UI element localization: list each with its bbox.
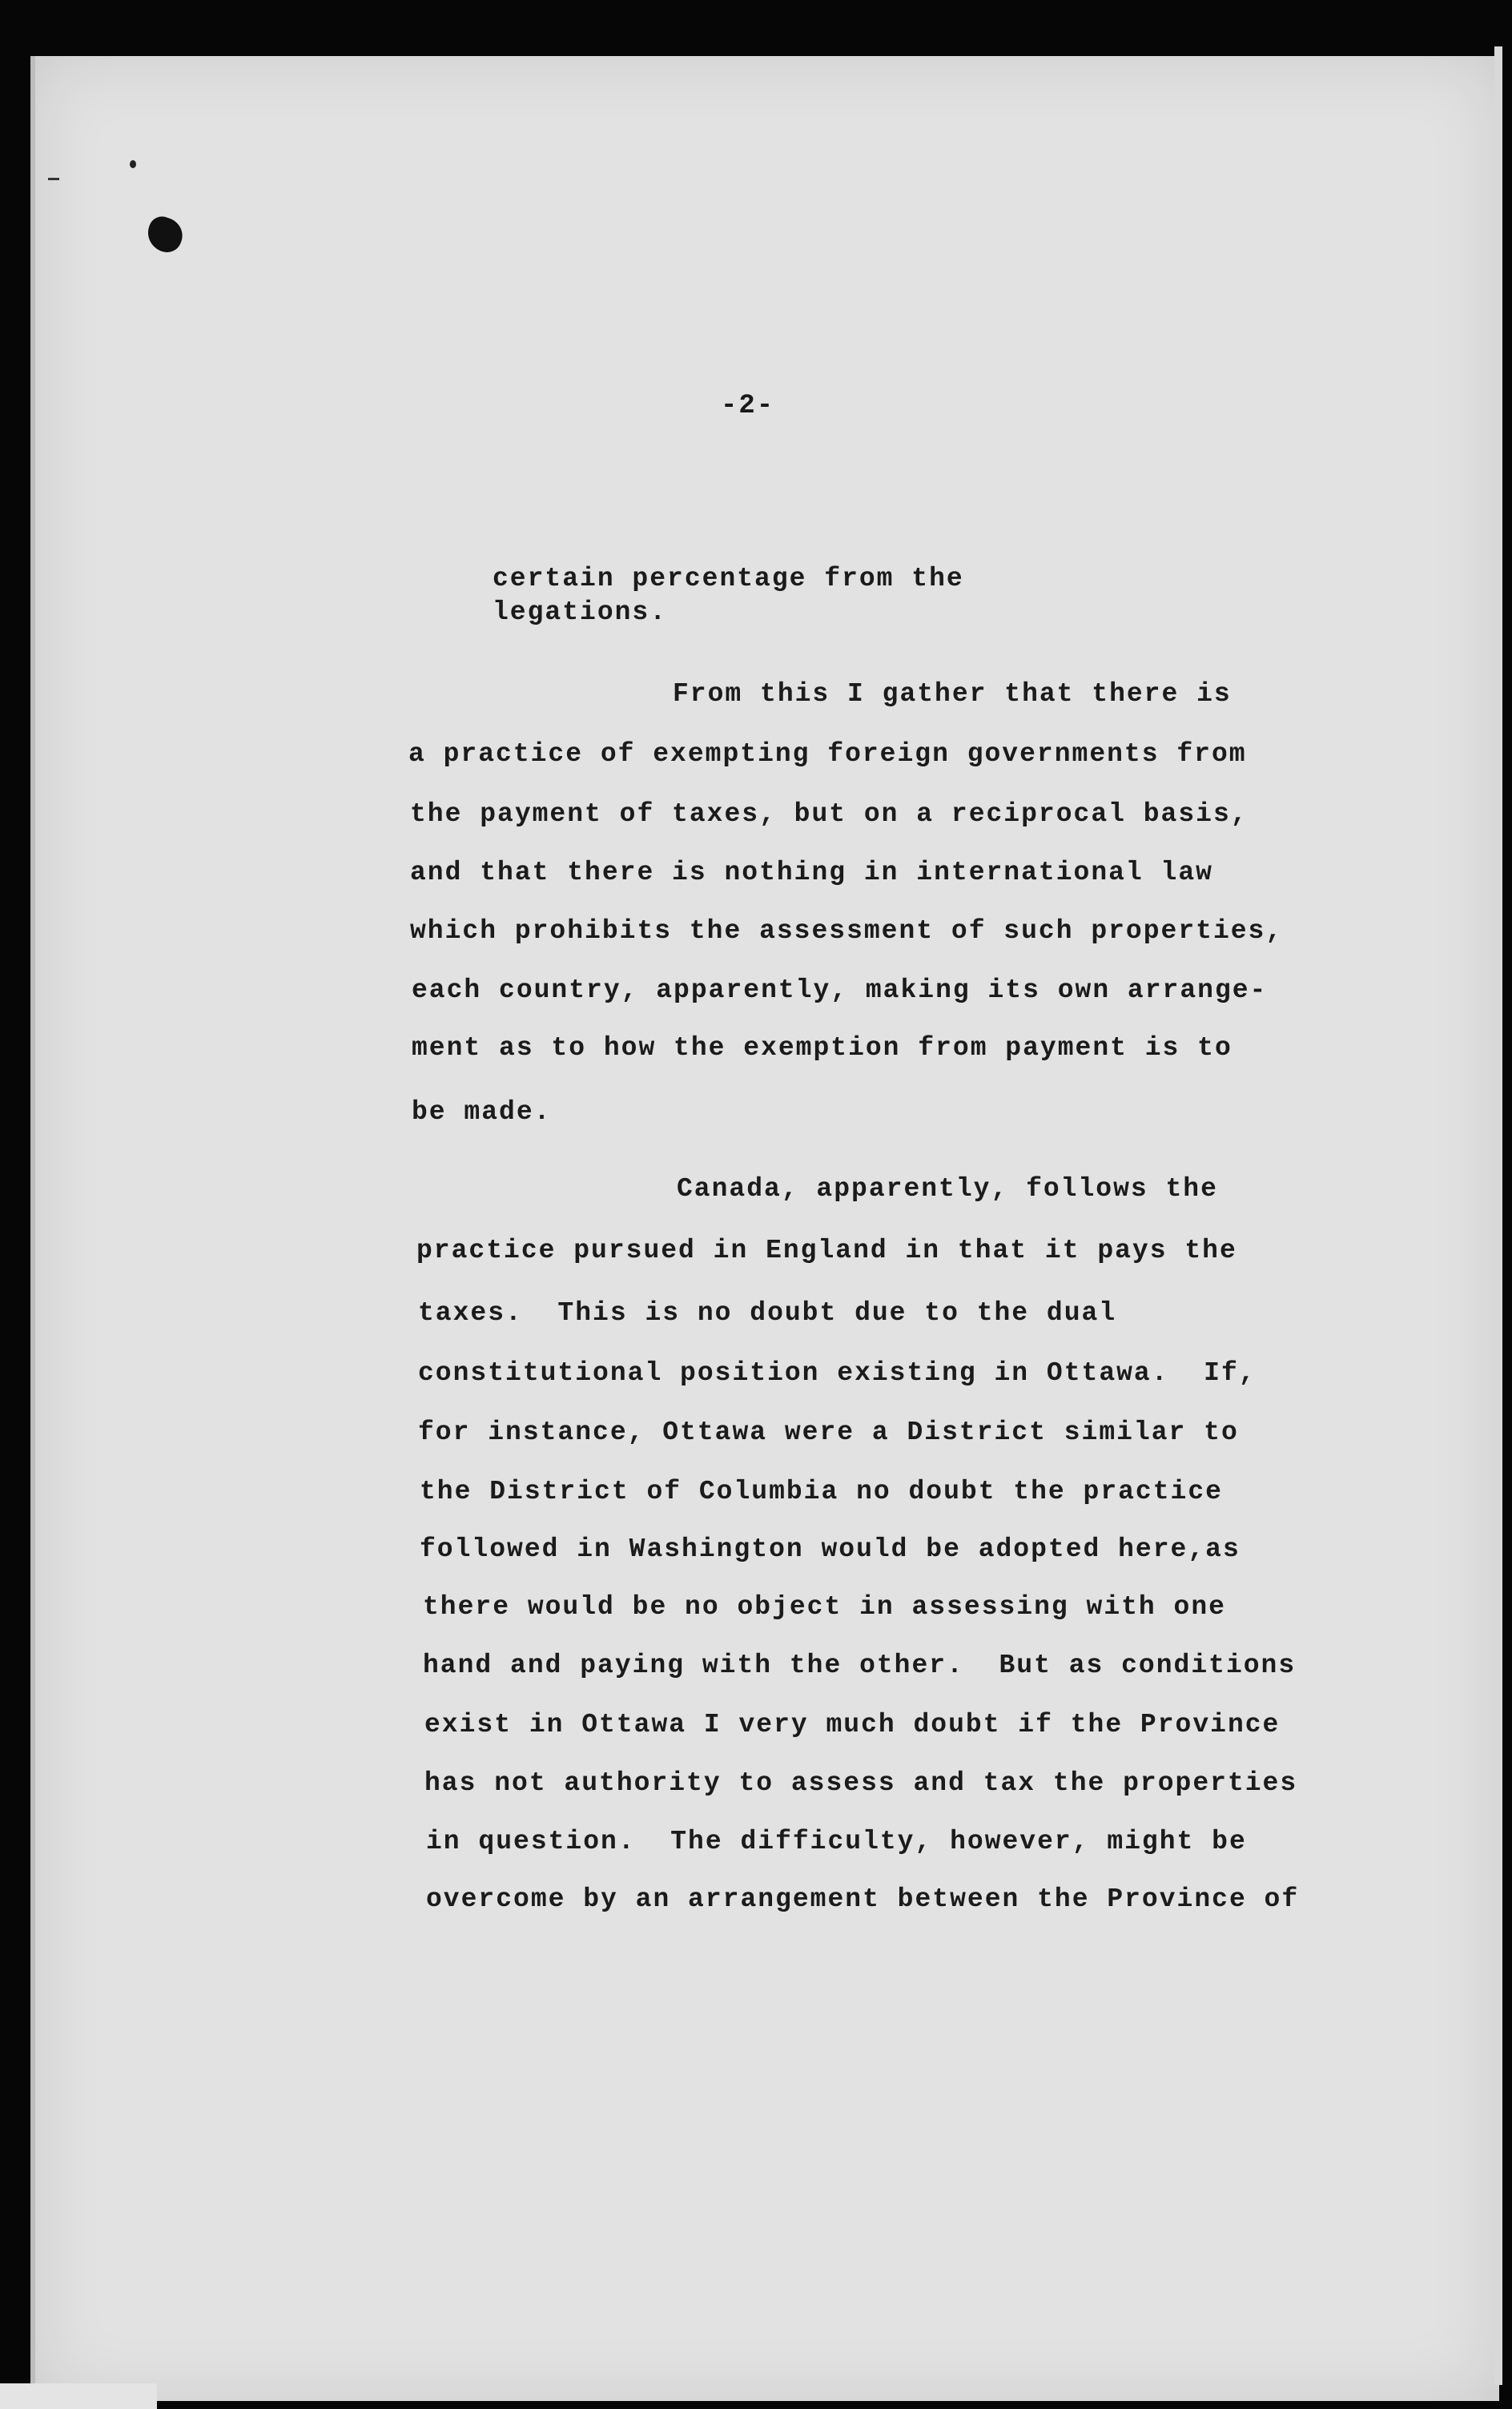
text-line: exist in Ottawa I very much doubt if the Province bbox=[424, 1710, 1281, 1739]
text-line: which prohibits the assessment of such properties, bbox=[410, 916, 1284, 946]
text-line: each country, apparently, making its own arrange- bbox=[412, 975, 1268, 1005]
text-line: taxes. This is no doubt due to the dual bbox=[418, 1298, 1117, 1328]
text-line: overcome by an arrangement between the Province of bbox=[426, 1884, 1300, 1914]
page-edge bbox=[1494, 46, 1502, 2385]
text-line: be made. bbox=[412, 1097, 552, 1127]
text-line: has not authority to assess and tax the properties bbox=[424, 1768, 1298, 1798]
paper-speck bbox=[48, 178, 59, 180]
text-line: From this I gather that there is bbox=[673, 679, 1232, 709]
text-line: followed in Washington would be adopted here,as bbox=[420, 1534, 1241, 1564]
text-line: legations. bbox=[493, 597, 668, 627]
text-line: the payment of taxes, but on a reciprocal basis, bbox=[410, 799, 1249, 829]
page-number: -2- bbox=[721, 391, 775, 421]
text-line: practice pursued in England in that it pays the bbox=[416, 1236, 1237, 1265]
text-line: for instance, Ottawa were a District similar to bbox=[418, 1418, 1239, 1447]
text-line: there would be no object in assessing with one bbox=[423, 1592, 1226, 1622]
paper-speck bbox=[130, 160, 136, 168]
text-line: certain percentage from the bbox=[493, 564, 964, 593]
text-line: and that there is nothing in international law bbox=[410, 858, 1213, 887]
text-line: a practice of exempting foreign governments from bbox=[408, 739, 1247, 769]
text-line: in question. The difficulty, however, might be bbox=[426, 1827, 1247, 1856]
text-line: constitutional position existing in Ottawa. If, bbox=[418, 1358, 1257, 1388]
text-line: the District of Columbia no doubt the practice bbox=[420, 1477, 1223, 1506]
page-corner bbox=[0, 2383, 157, 2409]
text-line: hand and paying with the other. But as conditions bbox=[423, 1651, 1297, 1680]
text-line: Canada, apparently, follows the bbox=[677, 1174, 1218, 1204]
text-line: ment as to how the exemption from payment is to bbox=[412, 1033, 1233, 1063]
